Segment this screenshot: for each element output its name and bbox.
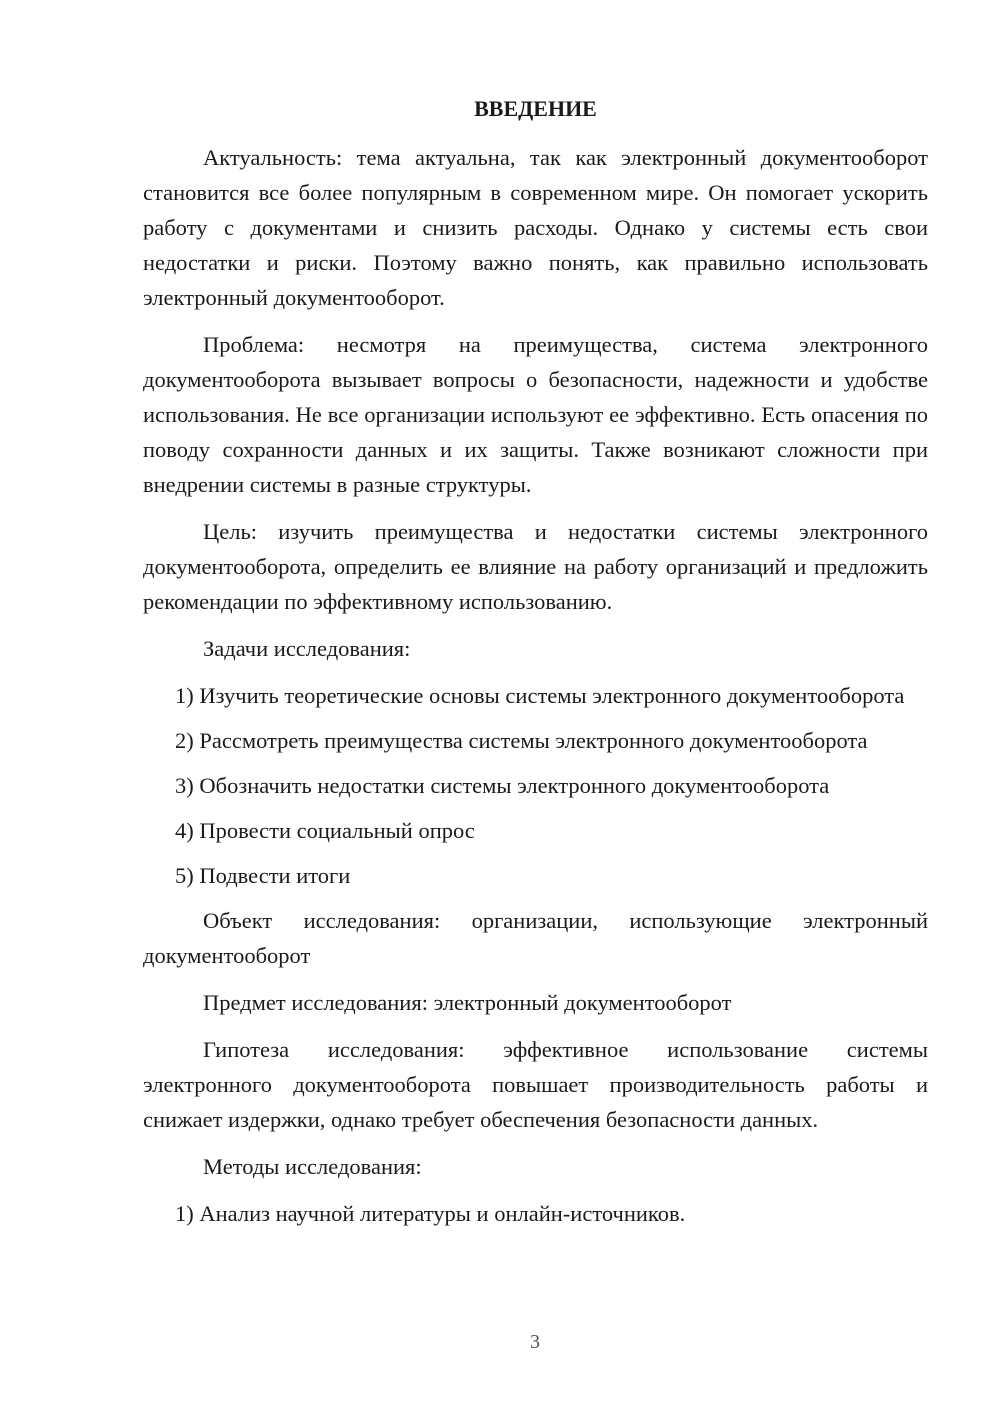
tasks-title: Задачи исследования: — [203, 636, 411, 661]
task-item-5: 5) Подвести итоги — [175, 863, 351, 888]
method-item-1: 1) Анализ научной литературы и онлайн-источников. — [175, 1201, 686, 1226]
task-item-1: 1) Изучить теоретические основы системы электронного документооборота — [175, 683, 905, 708]
document-page — [143, 92, 928, 1241]
task-item-3: 3) Обозначить недостатки системы электронного документооборота — [175, 773, 830, 798]
page-heading: ВВЕДЕНИЕ — [474, 96, 597, 121]
task-item-2: 2) Рассмотреть преимущества системы электронного документооборота — [175, 728, 868, 753]
subject-paragraph: Предмет исследования: электронный документооборот — [203, 990, 732, 1015]
page-number: 3 — [530, 1331, 540, 1353]
relevance-paragraph: Актуальность: тема актуальна, так как электронный документооборот становится все более популярным в современном мире. Он помогает ускорить работу с документами и снизить расходы. Однако у системы есть свои недостатки и риски. Поэтому важно понять, как правильно использовать электронный документооборот. — [143, 145, 928, 310]
goal-paragraph: Цель: изучить преимущества и недостатки системы электронного документооборота, определить ее влияние на работу организаций и предложить рекомендации по эффективному использованию. — [143, 519, 928, 614]
problem-paragraph: Проблема: несмотря на преимущества, система электронного документооборота вызывает вопросы о безопасности, надежности и удобстве использования. Не все организации используют ее эффективно. Есть опасения по поводу сохранности данных и их защиты. Также возникают сложности при внедрении системы в разные структуры. — [143, 332, 928, 497]
methods-title: Методы исследования: — [203, 1154, 422, 1179]
task-item-4: 4) Провести социальный опрос — [175, 818, 475, 843]
object-paragraph: Объект исследования: организации, использующие электронный документооборот — [143, 908, 928, 968]
hypothesis-paragraph: Гипотеза исследования: эффективное использование системы электронного документооборота повышает производительность работы и снижает издержки, однако требует обеспечения безопасности данных. — [143, 1037, 928, 1132]
